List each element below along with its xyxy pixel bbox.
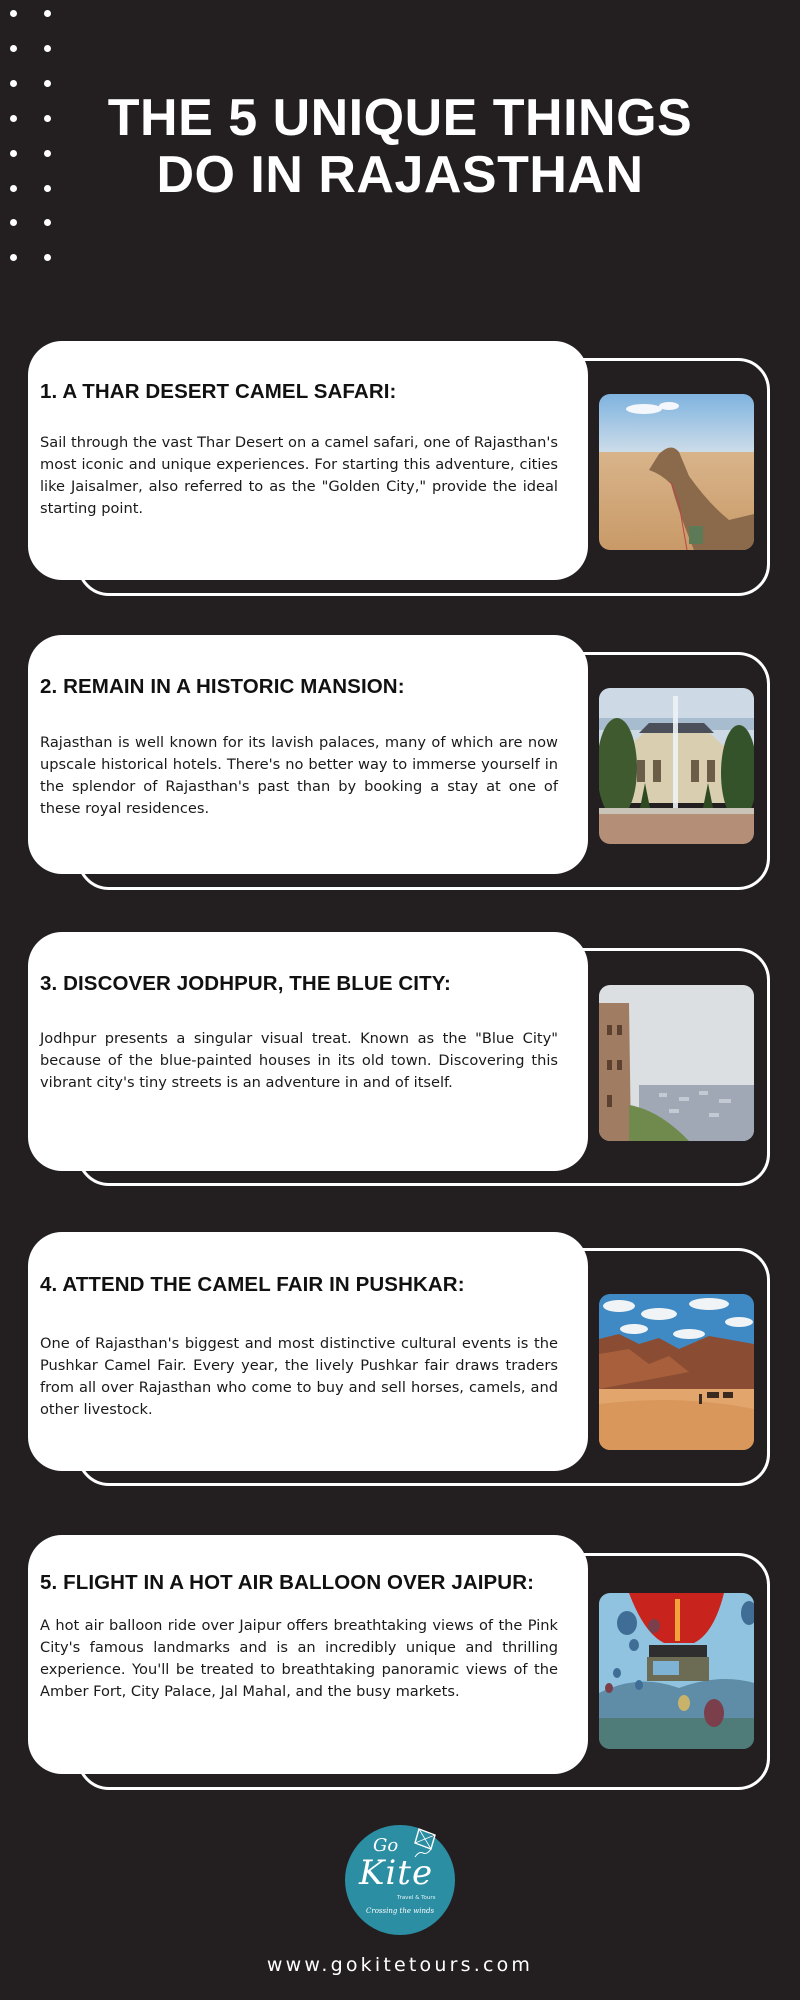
section-title: 1. A THAR DESERT CAMEL SAFARI: xyxy=(40,380,397,403)
section-hot-air-balloon-jaipur xyxy=(0,1535,800,1795)
gokite-logo xyxy=(345,1825,455,1935)
decorative-dot xyxy=(44,254,51,261)
section-pushkar-camel-fair xyxy=(0,1232,800,1492)
decorative-dot xyxy=(10,80,17,87)
website-url[interactable]: www.gokitetours.com xyxy=(266,1954,534,1976)
jodhpur-fort-cityscape-photo xyxy=(599,985,754,1141)
logo-text-go: Go xyxy=(373,1835,399,1856)
logo-text-kite: Kite xyxy=(359,1853,434,1893)
content-card xyxy=(28,932,588,1171)
content-card xyxy=(28,341,588,580)
section-camel-safari xyxy=(0,341,800,601)
section-jodhpur-blue-city xyxy=(0,932,800,1192)
section-body: A hot air balloon ride over Jaipur offers breathtaking views of the Pink City's famous landmarks and is an incredibly unique and thrilling experience. You'll be treated to breathtaking panoramic views of the Amber Fort, City Palace, Jal Mahal, and the busy markets. xyxy=(40,1617,558,1700)
section-body: Rajasthan is well known for its lavish palaces, many of which are now upscale historical hotels. There's no better way to immerse yourself in the splendor of Rajasthan's past than by booking a stay at one of these royal residences. xyxy=(40,734,558,817)
page-title-line-1: THE 5 UNIQUE THINGS xyxy=(107,89,693,147)
section-title: 3. DISCOVER JODHPUR, THE BLUE CITY: xyxy=(40,972,451,995)
section-title: 4. ATTEND THE CAMEL FAIR IN PUSHKAR: xyxy=(40,1273,465,1296)
desert-rocks-camels-photo xyxy=(599,1294,754,1450)
page-title xyxy=(0,90,800,204)
content-card xyxy=(28,635,588,874)
logo-tagline: Crossing the winds xyxy=(366,1907,435,1915)
content-card xyxy=(28,1535,588,1774)
decorative-dot xyxy=(10,45,17,52)
decorative-dot xyxy=(10,10,17,17)
palace-with-fountain-photo xyxy=(599,688,754,844)
camel-in-desert-photo xyxy=(599,394,754,550)
section-body: Sail through the vast Thar Desert on a camel safari, one of Rajasthan's most iconic and unique experiences. For starting this adventure, cities like Jaisalmer, also referred to as the "Golden City," provide the ideal starting point. xyxy=(40,434,558,517)
section-historic-mansion xyxy=(0,635,800,895)
decorative-dot xyxy=(44,219,51,226)
decorative-dot xyxy=(44,80,51,87)
section-title: 2. REMAIN IN A HISTORIC MANSION: xyxy=(40,675,405,698)
section-body: Jodhpur presents a singular visual treat. Known as the "Blue City" because of the blue-painted houses in its old town. Discovering this vibrant city's tiny streets is an adventure in and of itself. xyxy=(40,1030,558,1091)
decorative-dot xyxy=(44,45,51,52)
section-title: 5. FLIGHT IN A HOT AIR BALLOON OVER JAIPUR: xyxy=(40,1571,535,1594)
section-body: One of Rajasthan's biggest and most distinctive cultural events is the Pushkar Camel Fair. Every year, the lively Pushkar fair draws traders from all over Rajasthan who come to buy and sell horses, camels, and other livestock. xyxy=(40,1335,558,1418)
decorative-dot xyxy=(10,254,17,261)
decorative-dot xyxy=(10,219,17,226)
decorative-dot xyxy=(44,10,51,17)
page-title-line-2: DO IN RAJASTHAN xyxy=(156,146,644,204)
hot-air-balloons-photo xyxy=(599,1593,754,1749)
content-card xyxy=(28,1232,588,1471)
logo-subtitle: Travel & Tours xyxy=(397,1895,436,1901)
